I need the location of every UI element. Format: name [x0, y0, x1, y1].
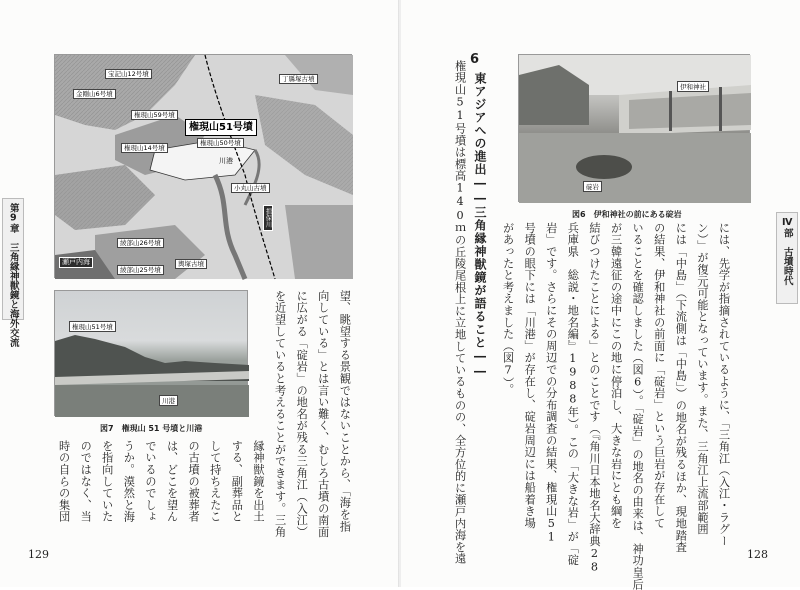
- photo6-label-rock: 碇岩: [583, 181, 602, 192]
- right-text-col-7: 結びつけたことによる」とのことです（『角川日本地名大辞典28: [587, 222, 601, 574]
- right-text-col-11: があったと考えました（図7）。: [501, 222, 515, 396]
- map-label-chobiyama: 丁縣塚古墳: [279, 74, 318, 84]
- photo-7-scene: [55, 291, 249, 417]
- left-text-col-5: 縁神獣鏡を出土: [251, 440, 265, 523]
- right-text-col-9: 岩」です。さらにその周辺での分布調査の結果、権現山51: [544, 222, 558, 545]
- map-label-ibogawa: 揖保川: [263, 205, 273, 231]
- map-label-setonaikai: 瀬戸内海: [59, 257, 93, 268]
- right-text-col-2: ン）」が復元可能となっています。また、三角江上流部範囲: [695, 222, 709, 535]
- relief-map: [54, 54, 352, 278]
- left-page: [0, 0, 399, 587]
- figure-7-caption: 図7 権現山 51 号墳と川港: [100, 424, 203, 433]
- left-text-col-13: のではなく、当: [79, 440, 93, 523]
- right-text-col-4: の結果、伊和神社の前面に「碇岩」という巨岩が存在して: [652, 222, 666, 529]
- map-label-ayabeyama26: 綾部山26号墳: [117, 238, 164, 248]
- photo6-label-shrine: 伊和神社: [677, 81, 709, 92]
- figure-6-caption: 図6 伊和神社の前にある碇岩: [572, 210, 682, 219]
- left-text-col-3: に広がる「碇岩」の地名が残る三角江（入江）: [295, 290, 309, 538]
- part-side-tab-text: Ⅳ部 古墳時代: [781, 217, 793, 285]
- left-text-col-10: でいるのでしょ: [143, 440, 157, 523]
- right-text-col-6: が三韓遠征の途中にこの地に停泊し、大きな岩にとも綱を: [609, 222, 623, 529]
- left-text-col-8: の古墳の被葬者: [187, 440, 201, 523]
- map-label-ayabeyama25: 綾部山25号墳: [117, 265, 164, 275]
- map-label-hohoyama: 宝記山12号墳: [105, 69, 152, 79]
- map-label-kawaminato: 川港: [219, 157, 233, 165]
- photo7-label-tomb: 権現山51号墳: [69, 321, 116, 332]
- chapter-side-tab-text: 第9章 三角縁神獣鏡と海外交流: [7, 203, 19, 347]
- photo-6-scene: [519, 55, 751, 203]
- map-label-gongen51: 権現山51号墳: [185, 119, 257, 136]
- left-text-col-12: を指向していた: [100, 440, 114, 523]
- left-text-col-4: を近望していると考えることができます。三角: [273, 290, 287, 538]
- right-text-col-5: いることを確認しました（図6）。「碇岩」の地名の由来は、神功皇后: [631, 222, 645, 590]
- section-number: 6: [470, 52, 480, 67]
- left-body-text-lower: [54, 440, 268, 538]
- section-body-col-1: 権現山51号墳は標高140ｍの丘陵尾根上に立地しているものの、全方位的に瀬戸内海を遠: [453, 60, 467, 565]
- left-text-col-11: うか。漠然と海: [122, 440, 136, 523]
- photo-figure-7: [54, 290, 248, 416]
- left-text-col-9: は、どこを望ん: [165, 440, 179, 523]
- right-text-col-1: には、先学が指摘されているように、「三角江（入江・ラグー: [717, 222, 731, 547]
- photo-figure-6: [518, 54, 750, 202]
- right-text-col-3: には「中島」（下流側は「中島」）の地名が残るほか、現地踏査: [674, 222, 688, 553]
- left-text-col-2: 向している」とは言い難く、むしろ古墳の南面: [316, 290, 330, 538]
- map-label-kanegamine: 金剛山6号墳: [73, 89, 116, 99]
- part-side-tab: [776, 212, 798, 304]
- photo7-label-port: 川港: [159, 395, 178, 406]
- map-label-gongen14: 権現山14号墳: [121, 143, 168, 153]
- map-label-gongen50: 権現山50号墳: [197, 138, 244, 148]
- map-label-komaruyama: 小丸山古墳: [231, 183, 270, 193]
- left-text-col-6: する、副葬品と: [230, 440, 244, 523]
- right-text-col-10: 号墳の眼下には「川港」が存在し、碇岩周辺には船着き場: [523, 222, 537, 529]
- page-number-right: 128: [747, 548, 768, 561]
- left-body-text-upper: [270, 290, 354, 538]
- left-text-col-14: 時の自らの集団: [57, 440, 71, 523]
- right-text-col-8: 兵庫県 総説・地名編』1988年）。この「大きな岩」が「碇: [566, 222, 580, 566]
- left-text-col-7: して持ちえたこ: [208, 440, 222, 523]
- right-body-text: [498, 222, 734, 590]
- page-number-left: 129: [28, 548, 49, 561]
- map-label-gongen59: 権現山59号墳: [131, 110, 178, 120]
- section-heading: 東アジアへの進出――三角縁神獣鏡が語ること――: [473, 72, 487, 379]
- left-text-col-1: 望、眺望する景観ではないことから、「海を指: [338, 290, 352, 533]
- map-label-mikaboyama: 輿塚古墳: [175, 259, 207, 269]
- chapter-side-tab: [2, 198, 24, 347]
